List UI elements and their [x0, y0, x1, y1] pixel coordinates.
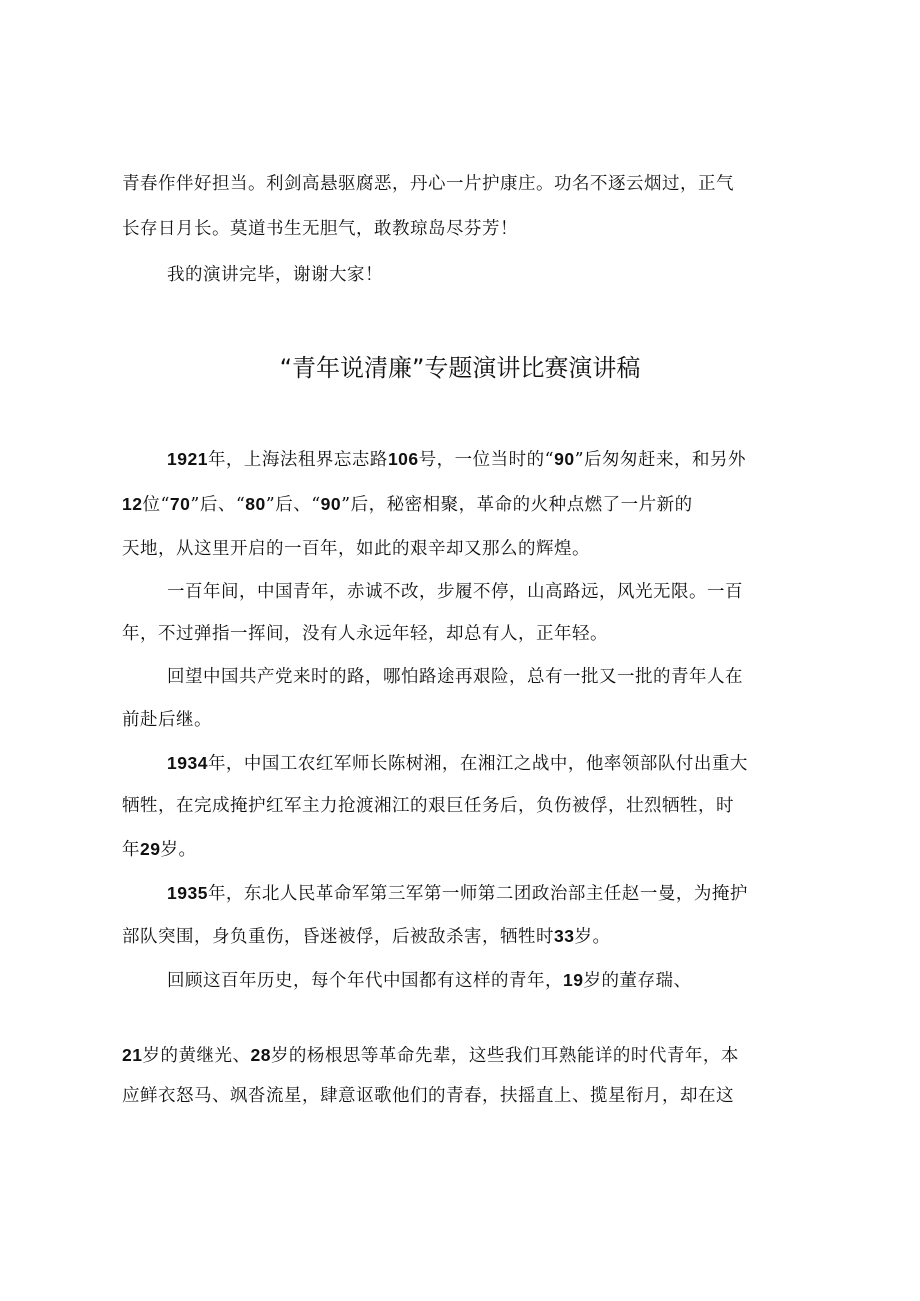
body-line-4: 一百年间，中国青年，赤诚不改，步履不停，山高路远，风光无限。一百: [167, 582, 743, 602]
closing-line: 我的演讲完毕，谢谢大家！: [167, 265, 383, 285]
body-line-6: 回望中国共产党来时的路，哪怕路途再艰险，总有一批又一批的青年人在: [167, 667, 743, 687]
page-title: “青年说清廉”专题演讲比赛演讲稿: [279, 354, 641, 382]
body-line-7: 前赴后继。: [122, 710, 212, 730]
body-line-3: 天地，从这里开启的一百年，如此的艰辛却又那么的辉煌。: [122, 539, 590, 559]
body-line-13: 回顾这百年历史，每个年代中国都有这样的青年，19岁的董存瑞、: [167, 970, 692, 991]
body-line-5: 年，不过弹指一挥间，没有人永远年轻，却总有人，正年轻。: [122, 624, 608, 644]
body-line-12: 部队突围，身负重伤，昏迷被俘，后被敌杀害，牺牲时33岁。: [122, 926, 611, 947]
intro-line-2: 长存日月长。莫道书生无胆气，敢教琼岛尽芬芳！: [122, 219, 518, 239]
body-line-8: 1934年，中国工农红军师长陈树湘，在湘江之战中，他率领部队付出重大: [167, 753, 748, 774]
body-line-11: 1935年，东北人民革命军第三军第一师第二团政治部主任赵一曼，为掩护: [167, 883, 748, 904]
body-line-2: 12位“70”后、“80”后、“90”后，秘密相聚，革命的火种点燃了一片新的: [122, 494, 693, 515]
body-line-10: 年29岁。: [122, 839, 197, 860]
body-line-9: 牺牲，在完成掩护红军主力抢渡湘江的艰巨任务后，负伤被俘，壮烈牺牲，时: [122, 796, 734, 816]
body-line-15: 应鲜衣怒马、飒沓流星，肆意讴歌他们的青春，扶摇直上、揽星衔月，却在这: [122, 1086, 734, 1106]
body-line-1: 1921年，上海法租界忘志路106号，一位当时的“90”后匆匆赶来，和另外: [167, 449, 747, 470]
body-line-14: 21岁的黄继光、28岁的杨根思等革命先辈，这些我们耳熟能详的时代青年，本: [122, 1045, 739, 1066]
intro-line-1: 青春作伴好担当。利剑高悬驱腐恶，丹心一片护康庄。功名不逐云烟过，正气: [122, 174, 734, 194]
